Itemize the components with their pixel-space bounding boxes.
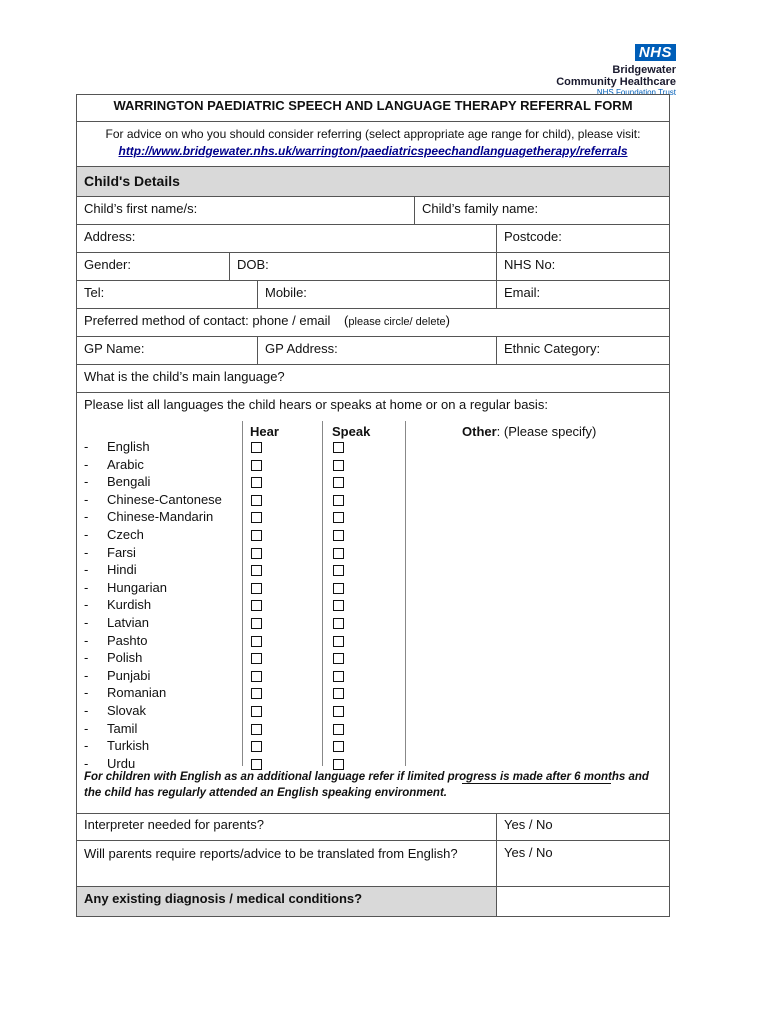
hear-checkbox[interactable] xyxy=(251,477,262,488)
other-label: Other xyxy=(462,424,497,439)
family-name-field[interactable]: Child’s family name: xyxy=(414,197,669,224)
speak-checkbox[interactable] xyxy=(333,741,344,752)
advice-row xyxy=(77,122,669,167)
address-field[interactable]: Address: xyxy=(84,229,136,244)
childs-details-section xyxy=(77,167,669,197)
other-column-divider xyxy=(405,421,406,766)
mobile-field[interactable]: Mobile: xyxy=(257,281,496,308)
language-name: Pashto xyxy=(107,632,148,648)
hear-header: Hear xyxy=(250,424,279,439)
diagnosis-row xyxy=(77,887,669,916)
hear-checkbox[interactable] xyxy=(251,460,262,471)
address-row xyxy=(77,225,669,253)
speak-checkbox[interactable] xyxy=(333,530,344,541)
list-dash: - xyxy=(84,720,89,736)
language-name: Bengali xyxy=(107,474,151,490)
gender-field[interactable]: Gender: xyxy=(84,257,131,272)
main-language-row xyxy=(77,365,669,393)
speak-checkbox[interactable] xyxy=(333,460,344,471)
list-dash: - xyxy=(84,738,89,754)
list-dash: - xyxy=(84,650,89,666)
first-name-field[interactable]: Child’s first name/s: xyxy=(84,201,198,216)
speak-checkbox[interactable] xyxy=(333,636,344,647)
language-name: Urdu xyxy=(107,755,136,771)
speak-checkbox[interactable] xyxy=(333,512,344,523)
list-dash: - xyxy=(84,439,89,454)
list-dash: - xyxy=(84,667,89,683)
gp-name-field[interactable]: GP Name: xyxy=(84,341,145,356)
other-note: : (Please specify) xyxy=(496,424,597,439)
nhs-badge: NHS xyxy=(635,44,676,61)
interpreter-row xyxy=(77,813,669,841)
list-dash: - xyxy=(84,491,89,507)
speak-checkbox[interactable] xyxy=(333,706,344,717)
language-name: Turkish xyxy=(107,738,150,754)
hear-checkbox[interactable] xyxy=(251,671,262,682)
list-dash: - xyxy=(84,597,89,613)
gp-row xyxy=(77,337,669,365)
language-name: Tamil xyxy=(107,720,138,736)
language-name: Kurdish xyxy=(107,597,152,613)
speak-header: Speak xyxy=(332,424,371,439)
diagnosis-question: Any existing diagnosis / medical conditions? xyxy=(77,887,496,916)
names-row xyxy=(77,197,669,225)
hear-checkbox[interactable] xyxy=(251,530,262,541)
ethnic-category-field[interactable]: Ethnic Category: xyxy=(496,337,669,364)
hear-checkbox[interactable] xyxy=(251,741,262,752)
list-dash: - xyxy=(84,685,89,701)
list-dash: - xyxy=(84,755,89,771)
hear-checkbox[interactable] xyxy=(251,512,262,523)
language-name: Arabic xyxy=(107,456,144,472)
logo-line-1: Bridgewater xyxy=(612,64,676,76)
speak-checkbox[interactable] xyxy=(333,583,344,594)
list-dash: - xyxy=(84,509,89,525)
translation-answer[interactable]: Yes / No xyxy=(496,841,669,886)
hear-checkbox[interactable] xyxy=(251,442,262,453)
speak-column-divider xyxy=(322,421,323,766)
speak-checkbox[interactable] xyxy=(333,600,344,611)
speak-checkbox[interactable] xyxy=(333,724,344,735)
contact-note: please circle/ delete xyxy=(348,316,446,328)
interpreter-answer[interactable]: Yes / No xyxy=(496,813,669,840)
logo-line-3: NHS Foundation Trust xyxy=(596,88,676,97)
speak-checkbox[interactable] xyxy=(333,671,344,682)
hear-checkbox[interactable] xyxy=(251,565,262,576)
hear-column-divider xyxy=(242,421,243,766)
email-field[interactable]: Email: xyxy=(496,281,669,308)
language-name: Hindi xyxy=(107,562,137,578)
hear-checkbox[interactable] xyxy=(251,618,262,629)
speak-checkbox[interactable] xyxy=(333,565,344,576)
hear-checkbox[interactable] xyxy=(251,724,262,735)
speak-checkbox[interactable] xyxy=(333,477,344,488)
form-title: WARRINGTON PAEDIATRIC SPEECH AND LANGUAGE THERAPY REFERRAL FORM xyxy=(113,98,633,113)
main-language-field[interactable]: What is the child’s main language? xyxy=(84,369,285,384)
language-name: Chinese-Cantonese xyxy=(107,491,222,507)
list-dash: - xyxy=(84,703,89,718)
hear-checkbox[interactable] xyxy=(251,548,262,559)
dob-field[interactable]: DOB: xyxy=(229,253,496,280)
contact-note-close: ) xyxy=(445,313,450,328)
nhs-logo xyxy=(556,44,676,97)
nhs-no-field[interactable]: NHS No: xyxy=(496,253,669,280)
list-dash: - xyxy=(84,527,89,542)
hear-checkbox[interactable] xyxy=(251,583,262,594)
hear-checkbox[interactable] xyxy=(251,706,262,717)
speak-checkbox[interactable] xyxy=(333,653,344,664)
language-name: Punjabi xyxy=(107,667,151,683)
interpreter-question: Interpreter needed for parents? xyxy=(84,817,264,832)
referral-form xyxy=(76,94,670,917)
translation-row xyxy=(77,841,669,887)
speak-checkbox[interactable] xyxy=(333,495,344,506)
languages-intro: Please list all languages the child hears or speaks at home or on a regular basis: xyxy=(84,397,548,412)
tel-field[interactable]: Tel: xyxy=(84,285,105,300)
list-dash: - xyxy=(84,562,89,578)
language-name: Czech xyxy=(107,527,144,542)
speak-checkbox[interactable] xyxy=(333,442,344,453)
language-name: Latvian xyxy=(107,615,149,630)
contact-method-label: Preferred method of contact: phone / email xyxy=(84,313,331,328)
contact-row xyxy=(77,309,669,337)
eal-note: For children with English as an additional language refer if limited progress is made after 6 months and the child has regularly attended an English speaking environment. xyxy=(84,771,649,799)
hear-checkbox[interactable] xyxy=(251,688,262,699)
advice-text: For advice on who you should consider referring (select appropriate age range for child), please visit: xyxy=(105,127,641,141)
hear-checkbox[interactable] xyxy=(251,600,262,611)
form-title-row xyxy=(77,95,669,122)
language-name: Polish xyxy=(107,650,143,666)
language-name: Farsi xyxy=(107,544,136,560)
gender-row xyxy=(77,253,669,281)
speak-checkbox[interactable] xyxy=(333,548,344,559)
speak-checkbox[interactable] xyxy=(333,688,344,699)
languages-section xyxy=(77,393,669,814)
tel-row xyxy=(77,281,669,309)
gp-address-field[interactable]: GP Address: xyxy=(257,337,496,364)
language-name: Hungarian xyxy=(107,579,167,595)
hear-checkbox[interactable] xyxy=(251,636,262,647)
list-dash: - xyxy=(84,579,89,595)
postcode-field[interactable]: Postcode: xyxy=(496,225,669,252)
hear-checkbox[interactable] xyxy=(251,495,262,506)
diagnosis-answer[interactable] xyxy=(496,887,669,916)
list-dash: - xyxy=(84,544,89,560)
advice-cell xyxy=(77,122,669,166)
list-dash: - xyxy=(84,456,89,472)
list-dash: - xyxy=(84,632,89,648)
language-name: Slovak xyxy=(107,703,147,718)
language-name: Chinese-Mandarin xyxy=(107,509,214,525)
language-name: English xyxy=(107,439,150,454)
language-name: Romanian xyxy=(107,685,167,701)
logo-line-2: Community Healthcare xyxy=(556,76,676,88)
list-dash: - xyxy=(84,615,89,630)
section-heading: Child's Details xyxy=(77,167,669,196)
hear-checkbox[interactable] xyxy=(251,653,262,664)
contact-note-open: ( xyxy=(344,313,349,328)
referral-link[interactable]: http://www.bridgewater.nhs.uk/warrington/paediatricspeechandlanguagetherapy/referrals xyxy=(118,144,628,158)
other-header xyxy=(462,424,596,439)
translation-question: Will parents require reports/advice to be translated from English? xyxy=(84,846,458,861)
contact-method-field[interactable] xyxy=(77,309,669,336)
list-dash: - xyxy=(84,474,89,490)
speak-checkbox[interactable] xyxy=(333,618,344,629)
